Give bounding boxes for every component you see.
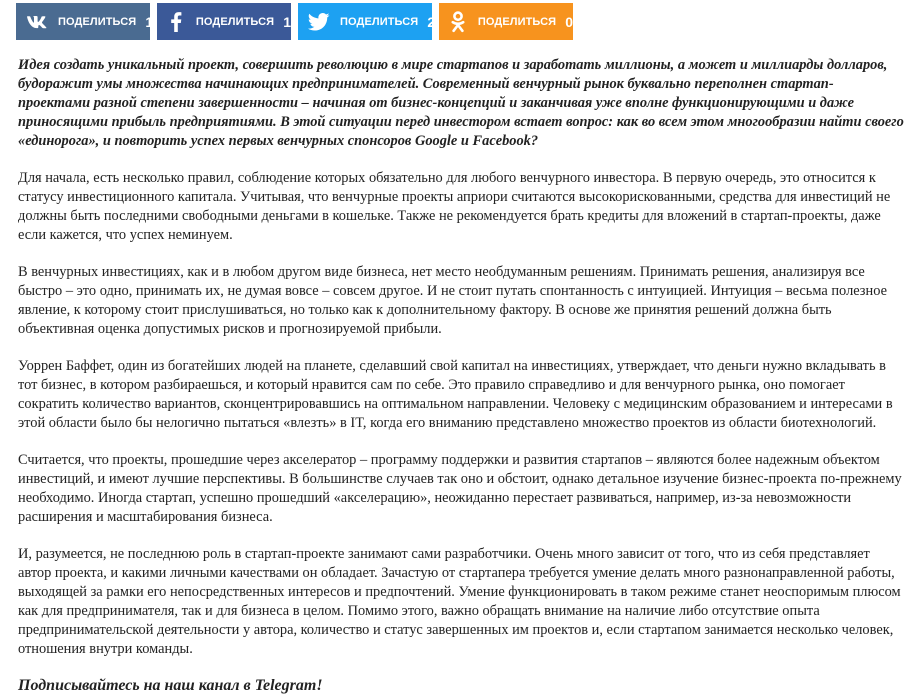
vk-icon bbox=[26, 10, 48, 34]
article-lead: Идея создать уникальный проект, совершить революцию в мире стартапов и заработать миллионы, а может и миллиарды долларов, будоражит умы множества начинающих предпринимателей. Современный венчурный рынок буквально переполнен стартап-проектами разной степени завершенности – начиная от бизнес-концепций и заканчивая уже вполне функционирующими и даже приносящими прибыль предприятиями. В этой ситуации перед инвестором встает вопрос: как во всем этом многообразии найти своего «единорога», и повторить успех первых венчурных спонсоров Google и Facebook? bbox=[18, 57, 904, 149]
facebook-share-count: 1 bbox=[283, 13, 291, 30]
facebook-share-button[interactable] bbox=[157, 3, 291, 40]
article-body bbox=[18, 56, 904, 696]
odnoklassniki-icon bbox=[449, 10, 468, 34]
twitter-share-label: ПОДЕЛИТЬСЯ bbox=[340, 15, 419, 28]
article-paragraph: Уоррен Баффет, один из богатейших людей на планете, сделавший свой капитал на инвестициях, утверждает, что деньги нужно вкладывать в тот бизнес, в котором разбираешься, и который нравится сам по себе. Это правило справедливо и для венчурного рынка, оно помогает сократить количество вариантов, сконцентрировавшись на оптимальном направлении. Человеку с медицинским образованием и интересами в этой области было бы нелогично пытаться «влезть» в IT, когда его вниманию представлено множество проектов из области биотехнологий. bbox=[18, 358, 893, 431]
odnoklassniki-share-button[interactable] bbox=[439, 3, 573, 40]
vk-share-button[interactable] bbox=[16, 3, 154, 40]
telegram-subscribe-link[interactable]: Подписывайтесь на наш канал в Telegram! bbox=[18, 677, 323, 694]
facebook-share-label: ПОДЕЛИТЬСЯ bbox=[195, 15, 275, 28]
twitter-icon bbox=[308, 10, 330, 34]
vk-share-label: ПОДЕЛИТЬСЯ bbox=[58, 15, 137, 28]
vk-share-count: 1 bbox=[145, 13, 154, 30]
article-paragraph: И, разумеется, не последнюю роль в стартап-проекте занимают сами разработчики. Очень много зависит от того, что из себя представляет автор проекта, и какими личными качествами он обладает. Зачастую от стартапера требуется умение делать много разнонаправленной работы, выходящей за рамки его непосредственных интересов и предпочтений. Умение функционировать в таком режиме станет неоспоримым плюсом как для предпринимателя, так и для бизнеса в целом. Помимо этого, важно обращать внимание на наличие либо отсутствие опыта предпринимательской деятельности у автора, количество и статус завершенных им проектов и, если стартапом занимается несколько человек, отношения внутри команды. bbox=[18, 546, 901, 657]
share-bar bbox=[16, 3, 573, 40]
facebook-icon bbox=[167, 10, 186, 34]
article-paragraph: Считается, что проекты, прошедшие через акселератор – программу поддержки и развития стартапов – являются более надежным объектом инвестиций, и имеют лучшие перспективы. В большинстве случаев так оно и обстоит, однако детальное изучение бизнес-проекта по-прежнему необходимо. Иногда стартап, успешно прошедший «акселерацию», неожиданно перестает развиваться, например, из-за невозможности расширения и масштабирования бизнеса. bbox=[18, 452, 902, 525]
odnoklassniki-share-label: ПОДЕЛИТЬСЯ bbox=[477, 15, 557, 28]
article-paragraph: Для начала, есть несколько правил, соблюдение которых обязательно для любого венчурного инвестора. В первую очередь, это относится к статусу инвестиционного капитала. Учитывая, что венчурные проекты априори считаются высокорискованными, средства для инвестиций не должны быть последними свободными деньгами в кошельке. Также не рекомендуется брать кредиты для вложений в стартап-проекты, даже если кажется, что успех неминуем. bbox=[18, 170, 891, 243]
twitter-share-count: 2 bbox=[427, 13, 436, 30]
odnoklassniki-share-count: 0 bbox=[565, 13, 573, 30]
article-paragraph: В венчурных инвестициях, как и в любом другом виде бизнеса, нет место необдуманным решениям. Принимать решения, анализируя все быстро – это одно, принимать их, не думая вовсе – совсем другое. И не стоит путать спонтанность с интуицией. Интуиция – весьма полезное явление, к которому стоит прислушиваться, но только как к дополнительному фактору. В основе же принятия решений должна быть объективная оценка допустимых рисков и прогнозируемой прибыли. bbox=[18, 264, 887, 337]
twitter-share-button[interactable] bbox=[298, 3, 436, 40]
